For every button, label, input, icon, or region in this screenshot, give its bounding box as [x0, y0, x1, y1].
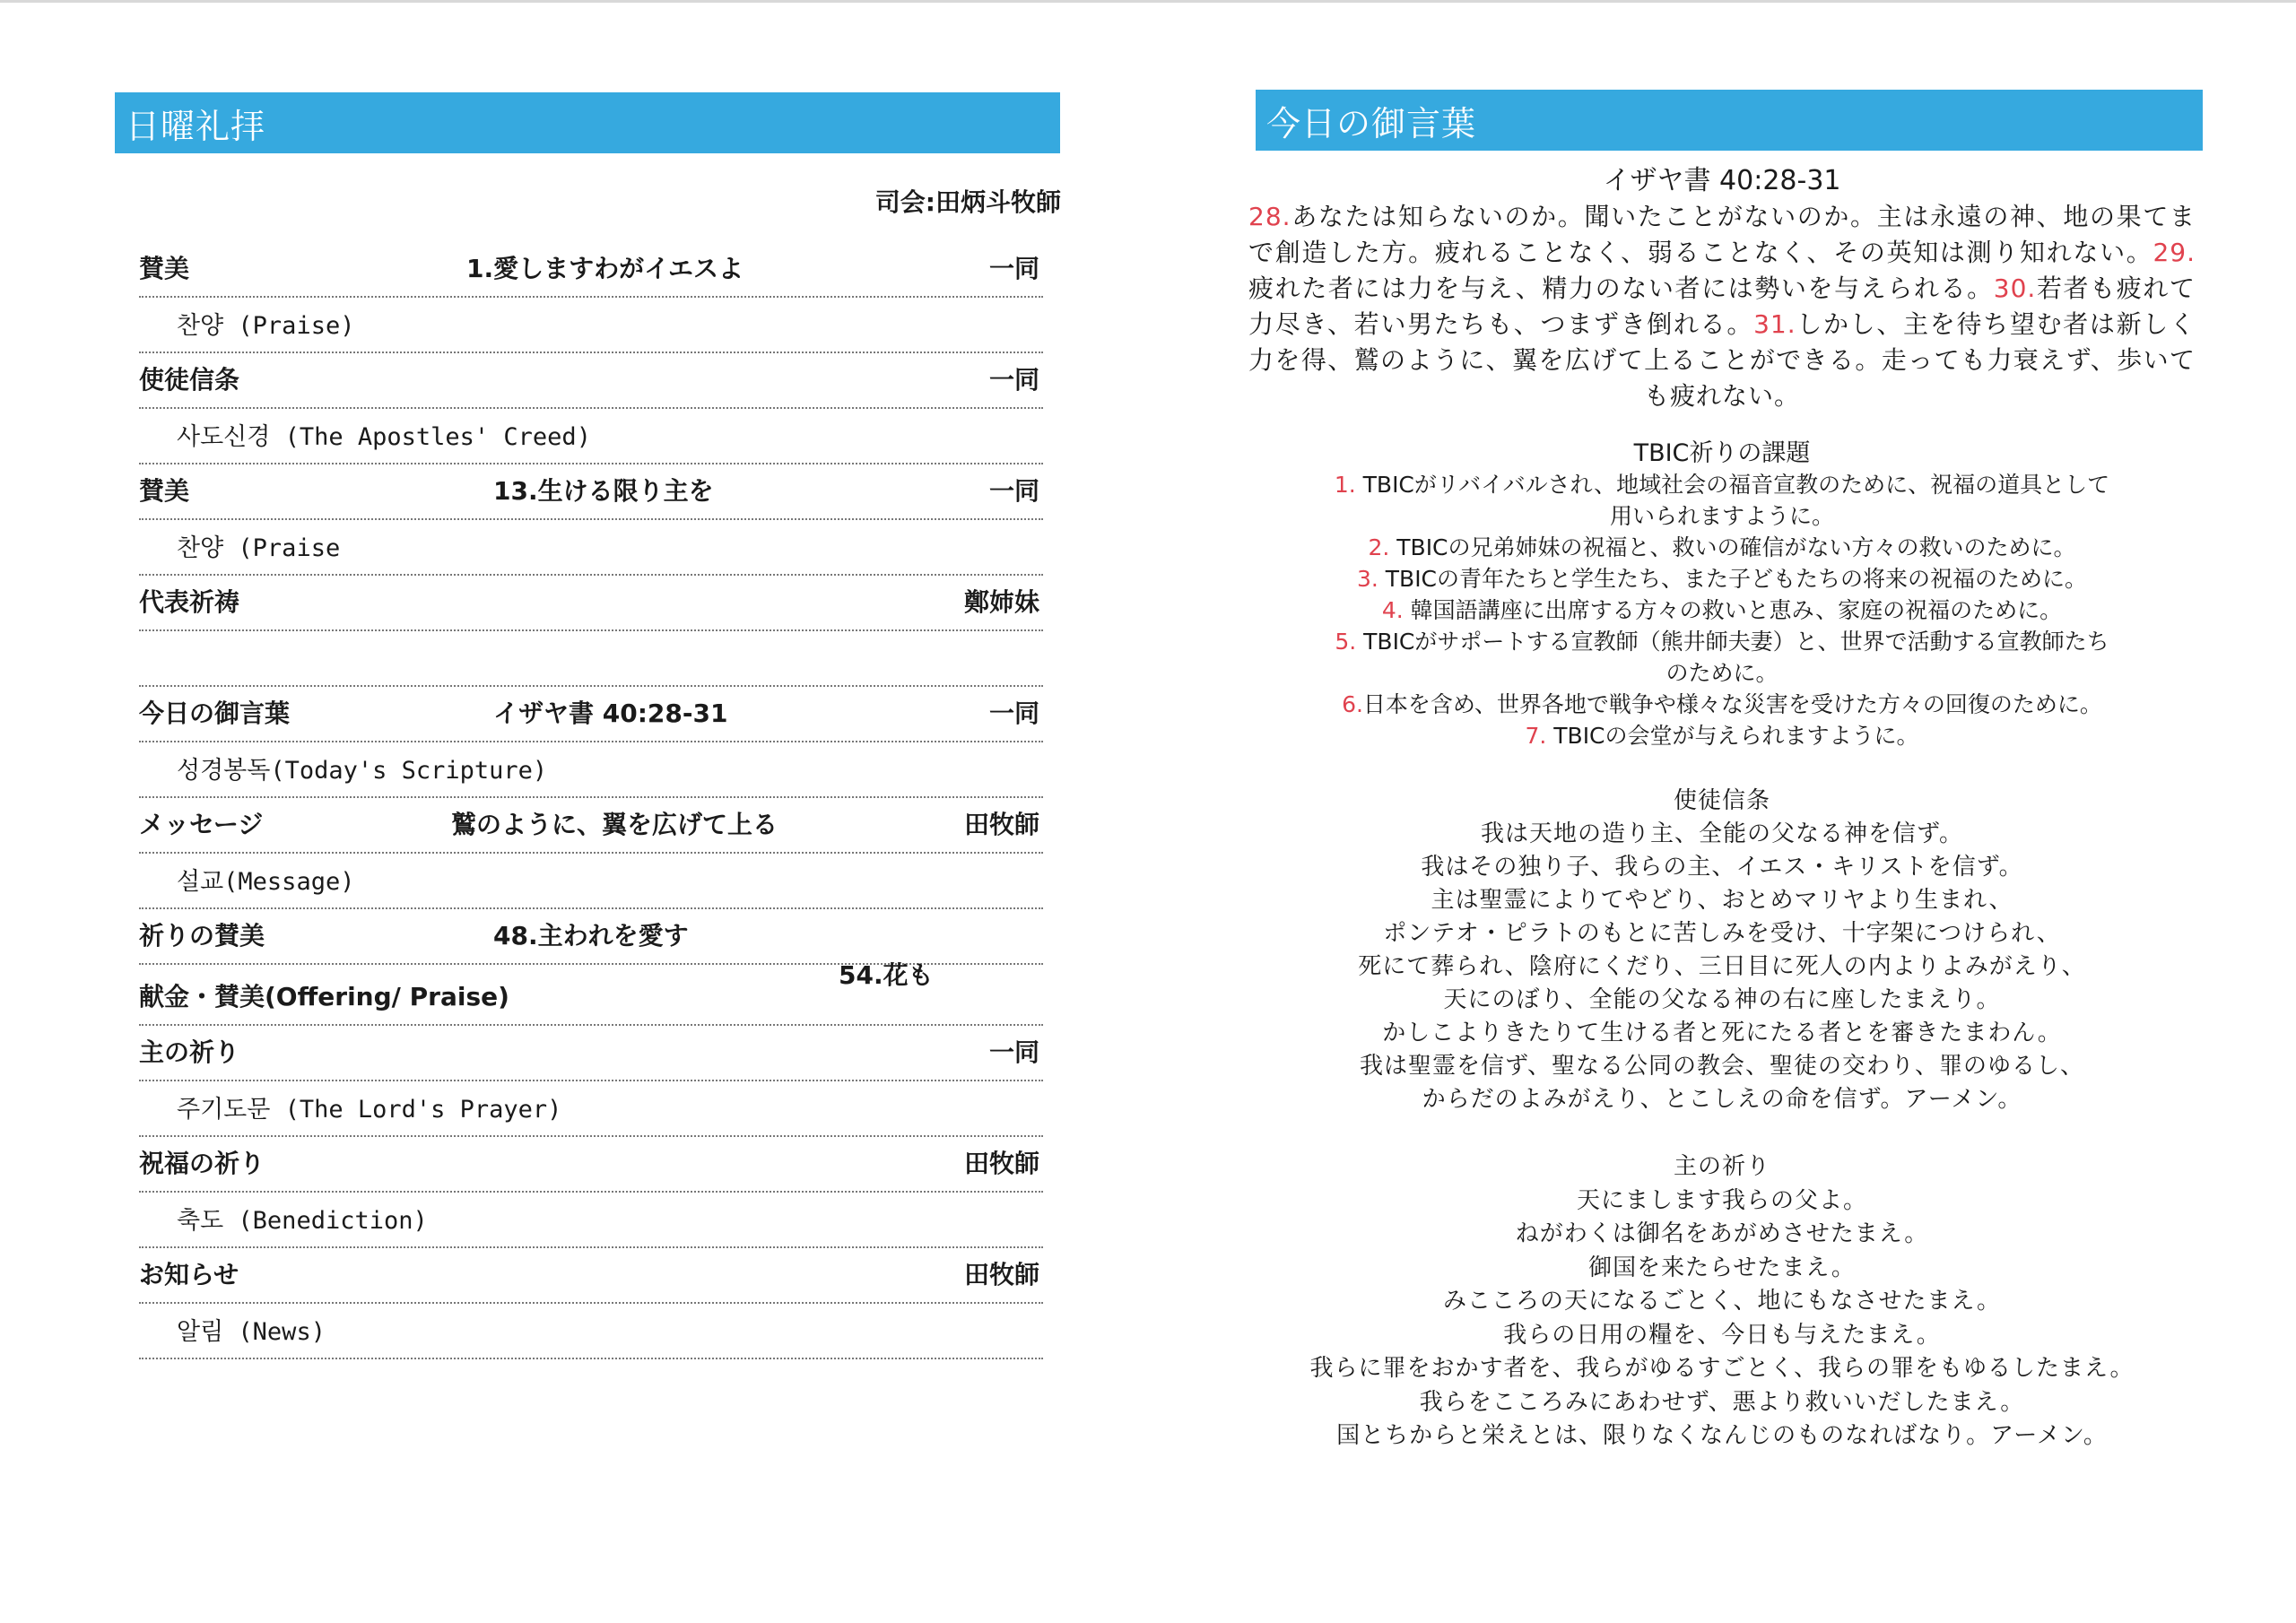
prayer-topic — [1248, 595, 2196, 626]
creed-title: 使徒信条 — [1673, 787, 1770, 814]
prayer-text: TBICの青年たちと学生たち、また子どもたちの将来の祝福のために。 — [1385, 566, 2088, 592]
lords-prayer-line: みこころの天になるごとく、地にもなさせたまえ。 — [1442, 1288, 2002, 1315]
prayer-topic — [1248, 469, 2196, 500]
verse-text: 疲れた者には力を与え、精力のない者には勢いを与えられる。 — [1248, 273, 1994, 303]
order-title: 使徒信条 — [139, 365, 240, 395]
order-title: 今日の御言葉 — [139, 699, 291, 728]
order-title: 賛美 — [139, 254, 190, 283]
order-detail: 54.花も — [839, 960, 934, 990]
prayer-number: 1. — [1334, 472, 1356, 498]
order-subtitle: 축도 (Benediction) — [177, 1207, 428, 1235]
order-row — [139, 798, 1043, 854]
creed-line: 我はその独り子、我らの主、イエス・キリストを信ず。 — [1421, 854, 2023, 881]
order-subrow — [139, 1304, 1043, 1359]
left-header-title: 日曜礼拝 — [126, 106, 266, 146]
order-row — [139, 960, 1043, 1026]
prayer-topics-title: TBIC祈りの課題 — [1633, 439, 1811, 467]
lords-prayer-line: 御国を来たらせたまえ。 — [1588, 1254, 1856, 1281]
prayer-number: 2. — [1368, 534, 1390, 560]
verse-number: 30. — [1993, 273, 2037, 303]
prayer-text: TBICがリバイバルされ、地域社会の福音宣教のために、祝福の道具として — [1362, 472, 2110, 498]
creed-line: 天にのぼり、全能の父なる神の右に座したまえり。 — [1443, 986, 2001, 1013]
order-row — [139, 1248, 1043, 1304]
right-header-bar — [1256, 90, 2203, 151]
order-title: メッセージ — [139, 810, 264, 839]
order-detail: イザヤ書 40:28-31 — [493, 699, 728, 728]
prayer-topic — [1248, 689, 2196, 720]
worship-order — [139, 242, 1043, 1359]
prayer-text-cont: 用いられますように。 — [1609, 503, 1834, 529]
order-subrow — [139, 520, 1043, 576]
lords-prayer-title: 主の祈り — [1673, 1153, 1770, 1180]
order-title: 主の祈り — [139, 1037, 240, 1067]
lords-prayer-line: 天にまします我らの父よ。 — [1576, 1186, 1867, 1214]
prayer-topics-section — [1248, 438, 2196, 751]
order-who: 田牧師 — [963, 810, 1039, 839]
order-title: 賛美 — [139, 476, 190, 506]
creed-line: 主は聖霊によりてやどり、おとめマリヤより生まれ、 — [1431, 887, 2013, 914]
order-row — [139, 576, 1043, 631]
lords-prayer-line: 我らの日用の糧を、今日も与えたまえ。 — [1503, 1321, 1941, 1349]
right-header-title: 今日の御言葉 — [1266, 103, 1477, 143]
order-row — [139, 1137, 1043, 1193]
order-subtitle: 성경봉독(Today's Scripture) — [177, 757, 548, 785]
order-subrow — [139, 854, 1043, 909]
verse-text: 若者も疲れて力尽き、若い男たちも、つまずき倒れる。 — [1248, 273, 2196, 339]
order-who: 一同 — [988, 1037, 1039, 1067]
prayer-text: TBICがサポートする宣教師（熊井師夫妻）と、世界で活動する宣教師たち — [1363, 629, 2109, 655]
order-detail: 13.生ける限り主を — [493, 476, 714, 506]
prayer-number: 7. — [1525, 723, 1547, 749]
prayer-text-cont: のために。 — [1665, 660, 1779, 686]
prayer-number: 3. — [1356, 566, 1378, 592]
verse-text: しかし、主を待ち望む者は新しく力を得、鷲のように、翼を広げて上ることができる。走っても力衰えず、歩いても疲れない。 — [1248, 309, 2196, 411]
scripture-section — [1248, 163, 2196, 414]
prayer-text: 日本を含め、世界各地で戦争や様々な災害を受けた方々の回復のために。 — [1362, 691, 2102, 717]
order-row — [139, 1026, 1043, 1081]
order-subtitle: 설교(Message) — [177, 868, 355, 896]
scripture-reference: イザヤ書 40:28-31 — [1603, 165, 1841, 196]
order-who: 鄭姉妹 — [963, 587, 1039, 617]
order-row — [139, 464, 1043, 520]
prayer-topic — [1248, 720, 2196, 751]
order-subrow — [139, 631, 1043, 687]
prayer-topic — [1248, 626, 2196, 657]
scripture-verses — [1248, 199, 2196, 414]
order-detail: 48.主われを愛す — [493, 921, 689, 950]
prayer-text: 韓国語講座に出席する方々の救いと恵み、家庭の祝福のために。 — [1410, 597, 2063, 623]
order-who: 一同 — [988, 365, 1039, 395]
lords-prayer-section — [1248, 1150, 2196, 1454]
order-title: 祈りの賛美 — [139, 921, 265, 950]
order-subrow — [139, 409, 1043, 464]
prayer-number: 6. — [1342, 691, 1363, 717]
prayer-text: TBICの会堂が与えられますように。 — [1553, 723, 1919, 749]
order-detail: 鷲のように、翼を広げて上る — [451, 810, 778, 839]
order-subtitle: 사도신경 (The Apostles' Creed) — [177, 423, 591, 451]
creed-line: からだのよみがえり、とこしえの命を信ず。アーメン。 — [1422, 1086, 2022, 1113]
order-subtitle: 주기도문 (The Lord's Prayer) — [177, 1096, 562, 1124]
order-row — [139, 687, 1043, 742]
prayer-topic — [1248, 563, 2196, 595]
creed-line: かしこよりきたりて生ける者と死にたる者とを審きたまわん。 — [1382, 1020, 2062, 1046]
left-header-bar — [115, 92, 1060, 153]
order-who: 一同 — [988, 476, 1039, 506]
order-who: 田牧師 — [963, 1149, 1039, 1178]
prayer-number: 4. — [1381, 597, 1404, 623]
verse-number: 31. — [1753, 309, 1796, 339]
presider-label: 司会:田炳斗牧師 — [874, 187, 1061, 217]
creed-line: 我は聖霊を信ず、聖なる公同の教会、聖徒の交わり、罪のゆるし、 — [1360, 1053, 2084, 1080]
lords-prayer-line: 国とちからと栄えとは、限りなくなんじのものなればなり。アーメン。 — [1336, 1422, 2108, 1449]
order-title: お知らせ — [139, 1260, 239, 1289]
order-who: 田牧師 — [963, 1260, 1039, 1289]
order-detail: 1.愛しますわがイエスよ — [466, 254, 744, 283]
order-subtitle: 알림 (News) — [177, 1318, 326, 1346]
order-who: 一同 — [988, 699, 1039, 728]
prayer-text: TBICの兄弟姉妹の祝福と、救いの確信がない方々の救いのために。 — [1396, 534, 2076, 560]
order-subtitle: 찬양 (Praise — [177, 534, 341, 562]
prayer-topic — [1248, 532, 2196, 563]
order-row — [139, 353, 1043, 409]
creed-line: 死にて葬られ、陰府にくだり、三日目に死人の内よりよみがえり、 — [1358, 953, 2086, 980]
order-title: 祝福の祈り — [139, 1149, 265, 1178]
order-title: 献金・賛美(Offering/ Praise) — [139, 982, 509, 1011]
order-who: 一同 — [988, 254, 1039, 283]
order-subrow — [139, 1193, 1043, 1248]
order-row — [139, 242, 1043, 298]
lords-prayer-line: ねがわくは御名をあがめさせたまえ。 — [1515, 1220, 1929, 1247]
lords-prayer-line: 我らに罪をおかす者を、我らがゆるすごとく、我らの罪をもゆるしたまえ。 — [1309, 1355, 2135, 1382]
order-subtitle: 찬양 (Praise) — [177, 312, 355, 340]
order-subrow — [139, 298, 1043, 353]
lords-prayer-line: 我らをこころみにあわせず、悪より救いいだしたまえ。 — [1419, 1388, 2025, 1416]
order-title: 代表祈祷 — [139, 587, 240, 617]
verse-number: 28. — [1248, 202, 1292, 231]
top-rule — [0, 0, 2296, 3]
verse-number: 29. — [2152, 238, 2196, 267]
prayer-number: 5. — [1335, 629, 1357, 655]
creed-line: ポンテオ・ピラトのもとに苦しみを受け、十字架につけられ、 — [1383, 920, 2061, 947]
order-subrow — [139, 742, 1043, 798]
verse-text: あなたは知らないのか。聞いたことがないのか。主は永遠の神、地の果てまで創造した方。疲れることなく、弱ることなく、その英知は測り知れない。 — [1248, 202, 2196, 267]
creed-line: 我は天地の造り主、全能の父なる神を信ず。 — [1481, 820, 1963, 847]
creed-section — [1248, 785, 2196, 1116]
order-subrow — [139, 1081, 1043, 1137]
